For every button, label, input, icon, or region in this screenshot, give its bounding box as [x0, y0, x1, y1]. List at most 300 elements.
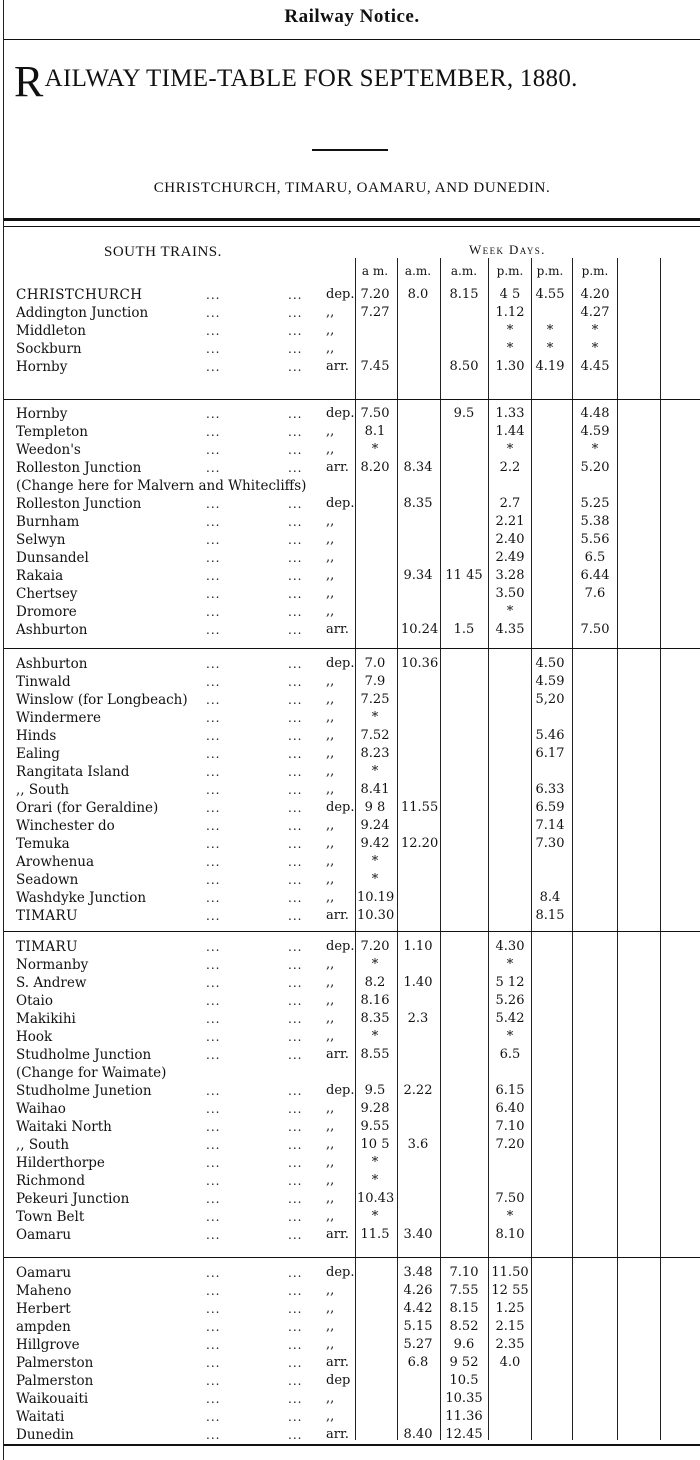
title-text: AILWAY TIME-TABLE FOR SEPTEMBER, 1880.: [44, 65, 578, 92]
table-row: [0, 992, 700, 1010]
station-name: Pekeuri Junction: [16, 1191, 130, 1207]
time-cell: *: [371, 442, 379, 457]
arr-dep-marker: dep.: [326, 1083, 355, 1098]
table-row: [0, 745, 700, 763]
time-cell: 9 8: [364, 800, 386, 815]
column-rule: [531, 258, 532, 1440]
arr-dep-marker: ,,: [326, 746, 335, 761]
table-row: [0, 835, 700, 853]
time-cell: 10.19: [357, 890, 395, 905]
arr-dep-marker: ,,: [326, 818, 335, 833]
time-cell: 7.9: [364, 674, 386, 689]
time-cell: 4.59: [535, 674, 565, 689]
table-row: [0, 1010, 700, 1028]
time-cell: 8.15: [449, 287, 479, 302]
leader-dots: ...: [206, 1338, 221, 1352]
time-cell: 9.28: [360, 1101, 390, 1116]
table-row: [0, 1208, 700, 1226]
station-name: Hilderthorpe: [16, 1155, 105, 1171]
table-row: [0, 441, 700, 459]
leader-dots: ...: [206, 1302, 221, 1316]
leader-dots: ...: [288, 994, 303, 1008]
time-cell: 5.46: [535, 728, 565, 743]
time-cell: *: [591, 341, 599, 356]
time-cell: 1.5: [453, 622, 475, 637]
ampm-label: a m.: [361, 264, 389, 278]
column-rule: [355, 258, 356, 1440]
time-cell: 11.50: [491, 1265, 529, 1280]
table-row: [0, 1426, 700, 1444]
arr-dep-marker: ,,: [326, 764, 335, 779]
time-cell: 2.21: [495, 514, 525, 529]
time-cell: 7.0: [364, 656, 386, 671]
table-row: [0, 513, 700, 531]
leader-dots: ...: [206, 873, 221, 887]
arr-dep-marker: dep: [326, 1373, 351, 1388]
block-rule: [4, 399, 700, 400]
station-name: Selwyn: [16, 532, 66, 548]
station-name: Burnham: [16, 514, 80, 530]
time-cell: 7.55: [449, 1283, 479, 1298]
time-cell: 2.22: [403, 1083, 433, 1098]
leader-dots: ...: [288, 515, 303, 529]
leader-dots: ...: [206, 1392, 221, 1406]
leader-dots: ...: [206, 1156, 221, 1170]
table-row: [0, 531, 700, 549]
station-name: Town Belt: [16, 1209, 85, 1225]
time-cell: *: [371, 710, 379, 725]
arr-dep-marker: arr.: [326, 359, 349, 374]
leader-dots: ...: [288, 288, 303, 302]
station-name: Chertsey: [16, 586, 78, 602]
station-name: Waitaki North: [16, 1119, 112, 1135]
time-cell: *: [371, 1173, 379, 1188]
time-cell: 10 5: [360, 1137, 390, 1152]
time-cell: 5.15: [403, 1319, 433, 1334]
leader-dots: ...: [206, 1102, 221, 1116]
leader-dots: ...: [206, 569, 221, 583]
arr-dep-marker: ,,: [326, 305, 335, 320]
table-row: [0, 1172, 700, 1190]
leader-dots: ...: [206, 711, 221, 725]
ampm-label: p.m.: [536, 264, 564, 278]
time-cell: 9.55: [360, 1119, 390, 1134]
table-row: [0, 1282, 700, 1300]
leader-dots: ...: [288, 1102, 303, 1116]
arr-dep-marker: ,,: [326, 568, 335, 583]
time-cell: 2.40: [495, 532, 525, 547]
time-cell: 4.26: [403, 1283, 433, 1298]
table-row: [0, 304, 700, 322]
table-row: [0, 1190, 700, 1208]
leader-dots: ...: [288, 1012, 303, 1026]
note-row: [0, 477, 700, 495]
time-cell: 4.20: [580, 287, 610, 302]
change-note: (Change here for Malvern and Whitecliffs): [16, 478, 307, 494]
time-cell: 7.20: [495, 1137, 525, 1152]
station-name: Hinds: [16, 728, 57, 744]
leader-dots: ...: [288, 765, 303, 779]
time-cell: 6.8: [407, 1355, 429, 1370]
arr-dep-marker: ,,: [326, 1029, 335, 1044]
leader-dots: ...: [288, 1410, 303, 1424]
arr-dep-marker: ,,: [326, 442, 335, 457]
time-cell: *: [591, 442, 599, 457]
time-cell: 2.49: [495, 550, 525, 565]
leader-dots: ...: [288, 693, 303, 707]
time-cell: 5.42: [495, 1011, 525, 1026]
leader-dots: ...: [206, 1410, 221, 1424]
leader-dots: ...: [206, 1374, 221, 1388]
table-row: [0, 655, 700, 673]
time-cell: 4.30: [495, 939, 525, 954]
leader-dots: ...: [206, 1084, 221, 1098]
arr-dep-marker: ,,: [326, 1409, 335, 1424]
station-name: Ashburton: [16, 622, 88, 638]
leader-dots: ...: [288, 1120, 303, 1134]
leader-dots: ...: [288, 1266, 303, 1280]
leader-dots: ...: [288, 1428, 303, 1442]
arr-dep-marker: dep.: [326, 287, 355, 302]
time-cell: 5.25: [580, 496, 610, 511]
station-name: Palmerston: [16, 1373, 94, 1389]
leader-dots: ...: [288, 342, 303, 356]
time-cell: 2.15: [495, 1319, 525, 1334]
station-name: ampden: [16, 1319, 71, 1335]
time-cell: *: [546, 341, 554, 356]
station-name: Oamaru: [16, 1227, 72, 1243]
leader-dots: ...: [288, 1356, 303, 1370]
time-cell: 3.50: [495, 586, 525, 601]
leader-dots: ...: [206, 497, 221, 511]
time-cell: 7.50: [360, 406, 390, 421]
arr-dep-marker: arr.: [326, 908, 349, 923]
leader-dots: ...: [206, 675, 221, 689]
time-cell: 6.17: [535, 746, 565, 761]
time-cell: 10.35: [445, 1391, 483, 1406]
arr-dep-marker: arr.: [326, 622, 349, 637]
arr-dep-marker: ,,: [326, 424, 335, 439]
arr-dep-marker: ,,: [326, 1191, 335, 1206]
ampm-label: a.m.: [404, 264, 432, 278]
leader-dots: ...: [288, 1284, 303, 1298]
leader-dots: ...: [288, 909, 303, 923]
station-name: TIMARU: [16, 939, 78, 955]
leader-dots: ...: [206, 819, 221, 833]
table-row: [0, 1354, 700, 1372]
leader-dots: ...: [288, 551, 303, 565]
station-name: Addington Junction: [16, 305, 149, 321]
time-cell: *: [371, 1029, 379, 1044]
time-cell: 2.3: [407, 1011, 429, 1026]
time-cell: 5.56: [580, 532, 610, 547]
station-name: Studholme Junction: [16, 1047, 152, 1063]
arr-dep-marker: ,,: [326, 957, 335, 972]
time-cell: 7.27: [360, 305, 390, 320]
time-cell: 1.40: [403, 975, 433, 990]
table-row: [0, 763, 700, 781]
leader-dots: ...: [288, 819, 303, 833]
time-cell: *: [371, 872, 379, 887]
time-cell: 3.40: [403, 1227, 433, 1242]
arr-dep-marker: arr.: [326, 1227, 349, 1242]
arr-dep-marker: ,,: [326, 1011, 335, 1026]
ampm-label: p.m.: [581, 264, 609, 278]
leader-dots: ...: [288, 623, 303, 637]
time-cell: 7.25: [360, 692, 390, 707]
arr-dep-marker: dep.: [326, 656, 355, 671]
table-row: [0, 1300, 700, 1318]
leader-dots: ...: [206, 515, 221, 529]
time-cell: 10.5: [449, 1373, 479, 1388]
leader-dots: ...: [288, 958, 303, 972]
leader-dots: ...: [288, 306, 303, 320]
table-row: [0, 673, 700, 691]
station-name: Tinwald: [16, 674, 71, 690]
leader-dots: ...: [288, 1138, 303, 1152]
leader-dots: ...: [206, 1012, 221, 1026]
leader-dots: ...: [206, 306, 221, 320]
time-cell: *: [506, 323, 514, 338]
time-cell: 4.27: [580, 305, 610, 320]
leader-dots: ...: [206, 1192, 221, 1206]
table-row: [0, 871, 700, 889]
leader-dots: ...: [206, 342, 221, 356]
time-cell: 8.15: [535, 908, 565, 923]
leader-dots: ...: [206, 693, 221, 707]
column-rule: [660, 258, 661, 1440]
arr-dep-marker: ,,: [326, 586, 335, 601]
time-cell: 11.36: [445, 1409, 483, 1424]
time-cell: 10.30: [357, 908, 395, 923]
station-name: Sockburn: [16, 341, 82, 357]
table-row: [0, 405, 700, 423]
time-cell: *: [371, 854, 379, 869]
leader-dots: ...: [206, 623, 221, 637]
leader-dots: ...: [288, 533, 303, 547]
time-cell: 12 55: [491, 1283, 529, 1298]
table-row: [0, 727, 700, 745]
time-cell: 8.16: [360, 993, 390, 1008]
station-name: Rangitata Island: [16, 764, 130, 780]
table-row: [0, 709, 700, 727]
time-cell: 3.48: [403, 1265, 433, 1280]
block-rule: [4, 1257, 700, 1258]
rule-thick: [4, 218, 700, 221]
time-cell: 12.20: [401, 836, 439, 851]
rule: [4, 226, 700, 227]
table-row: [0, 907, 700, 925]
leader-dots: ...: [288, 729, 303, 743]
arr-dep-marker: ,,: [326, 514, 335, 529]
arr-dep-marker: ,,: [326, 1337, 335, 1352]
station-name: Arowhenua: [16, 854, 95, 870]
leader-dots: ...: [288, 1302, 303, 1316]
arr-dep-marker: arr.: [326, 460, 349, 475]
time-cell: *: [506, 1029, 514, 1044]
time-cell: 10.43: [357, 1191, 395, 1206]
arr-dep-marker: ,,: [326, 872, 335, 887]
table-row: [0, 567, 700, 585]
time-cell: 7.10: [449, 1265, 479, 1280]
arr-dep-marker: dep.: [326, 406, 355, 421]
leader-dots: ...: [288, 837, 303, 851]
time-cell: 6.44: [580, 568, 610, 583]
leader-dots: ...: [206, 729, 221, 743]
leader-dots: ...: [206, 1320, 221, 1334]
station-name: Winslow (for Longbeach): [16, 692, 188, 708]
leader-dots: ...: [288, 587, 303, 601]
leader-dots: ...: [288, 1084, 303, 1098]
bottom-rule: [4, 1444, 700, 1446]
leader-dots: ...: [206, 801, 221, 815]
note-row: [0, 1064, 700, 1082]
time-cell: 8.4: [539, 890, 561, 905]
time-cell: 11.55: [401, 800, 439, 815]
arr-dep-marker: ,,: [326, 1319, 335, 1334]
leader-dots: ...: [288, 360, 303, 374]
station-name: Ealing: [16, 746, 60, 762]
time-cell: 7.50: [495, 1191, 525, 1206]
leader-dots: ...: [288, 1374, 303, 1388]
table-row: [0, 286, 700, 304]
table-row: [0, 781, 700, 799]
arr-dep-marker: ,,: [326, 1137, 335, 1152]
table-row: [0, 1372, 700, 1390]
time-cell: 6.59: [535, 800, 565, 815]
leader-dots: ...: [206, 443, 221, 457]
time-cell: 6.5: [584, 550, 606, 565]
leader-dots: ...: [206, 461, 221, 475]
table-row: [0, 340, 700, 358]
time-cell: 12.45: [445, 1427, 483, 1442]
arr-dep-marker: ,,: [326, 728, 335, 743]
station-name: Hornby: [16, 406, 68, 422]
arr-dep-marker: dep.: [326, 1265, 355, 1280]
time-cell: 2.35: [495, 1337, 525, 1352]
leader-dots: ...: [288, 657, 303, 671]
time-cell: 8.50: [449, 359, 479, 374]
station-name: Oamaru: [16, 1265, 72, 1281]
table-row: [0, 423, 700, 441]
station-name: S. Andrew: [16, 975, 87, 991]
arr-dep-marker: ,,: [326, 710, 335, 725]
station-name: Rolleston Junction: [16, 496, 142, 512]
time-cell: 5,20: [535, 692, 565, 707]
column-rule: [397, 258, 398, 1440]
days-label: Week Days.: [469, 242, 546, 257]
block-rule: [4, 648, 700, 649]
time-cell: 7.52: [360, 728, 390, 743]
station-name: Orari (for Geraldine): [16, 800, 159, 816]
time-cell: 8.2: [364, 975, 386, 990]
rule: [4, 39, 700, 40]
arr-dep-marker: ,,: [326, 1155, 335, 1170]
column-rule: [617, 258, 618, 1440]
time-cell: 7.10: [495, 1119, 525, 1134]
station-name: Waikouaiti: [16, 1391, 89, 1407]
time-cell: 5.38: [580, 514, 610, 529]
leader-dots: ...: [206, 1210, 221, 1224]
table-row: [0, 603, 700, 621]
time-cell: 8.34: [403, 460, 433, 475]
time-cell: 3.28: [495, 568, 525, 583]
time-cell: 2.7: [499, 496, 521, 511]
time-cell: 7.45: [360, 359, 390, 374]
time-cell: 1.30: [495, 359, 525, 374]
leader-dots: ...: [288, 425, 303, 439]
table-row: [0, 799, 700, 817]
time-cell: 6.15: [495, 1083, 525, 1098]
table-row: [0, 585, 700, 603]
station-name: Windermere: [16, 710, 101, 726]
station-name: Richmond: [16, 1173, 86, 1189]
column-rule: [488, 258, 489, 1440]
leader-dots: ...: [288, 675, 303, 689]
leader-dots: ...: [206, 425, 221, 439]
time-cell: 8.40: [403, 1427, 433, 1442]
page-title: [14, 57, 578, 106]
station-name: Ashburton: [16, 656, 88, 672]
table-row: [0, 1046, 700, 1064]
leader-dots: ...: [206, 909, 221, 923]
table-row: [0, 1408, 700, 1426]
time-cell: 6.33: [535, 782, 565, 797]
ampm-label: p.m.: [496, 264, 524, 278]
time-cell: 4.59: [580, 424, 610, 439]
leader-dots: ...: [206, 994, 221, 1008]
leader-dots: ...: [206, 783, 221, 797]
table-row: [0, 1318, 700, 1336]
time-cell: 8.55: [360, 1047, 390, 1062]
leader-dots: ...: [206, 360, 221, 374]
table-row: [0, 1100, 700, 1118]
leader-dots: ...: [206, 1266, 221, 1280]
arr-dep-marker: dep.: [326, 800, 355, 815]
leader-dots: ...: [288, 324, 303, 338]
time-cell: 9.34: [403, 568, 433, 583]
station-name: Waitati: [16, 1409, 65, 1425]
leader-dots: ...: [206, 747, 221, 761]
table-row: [0, 621, 700, 639]
leader-dots: ...: [288, 497, 303, 511]
time-cell: 1.25: [495, 1301, 525, 1316]
leader-dots: ...: [288, 1338, 303, 1352]
arr-dep-marker: ,,: [326, 692, 335, 707]
table-row: [0, 974, 700, 992]
route-heading: CHRISTCHURCH, TIMARU, OAMARU, AND DUNEDIN.: [153, 180, 551, 196]
time-cell: 6.5: [499, 1047, 521, 1062]
leader-dots: ...: [288, 1192, 303, 1206]
divider-dash: [312, 149, 388, 151]
arr-dep-marker: ,,: [326, 604, 335, 619]
leader-dots: ...: [206, 551, 221, 565]
table-row: [0, 1082, 700, 1100]
leader-dots: ...: [288, 783, 303, 797]
station-name: Rolleston Junction: [16, 460, 142, 476]
arr-dep-marker: ,,: [326, 1301, 335, 1316]
leader-dots: ...: [288, 407, 303, 421]
time-cell: 5.27: [403, 1337, 433, 1352]
station-name: Middleton: [16, 323, 86, 339]
time-cell: 8.23: [360, 746, 390, 761]
time-cell: 8.20: [360, 460, 390, 475]
station-name: Palmerston: [16, 1355, 94, 1371]
time-cell: 9.5: [453, 406, 475, 421]
station-name: CHRISTCHURCH: [16, 287, 143, 303]
time-cell: 7.30: [535, 836, 565, 851]
leader-dots: ...: [206, 976, 221, 990]
